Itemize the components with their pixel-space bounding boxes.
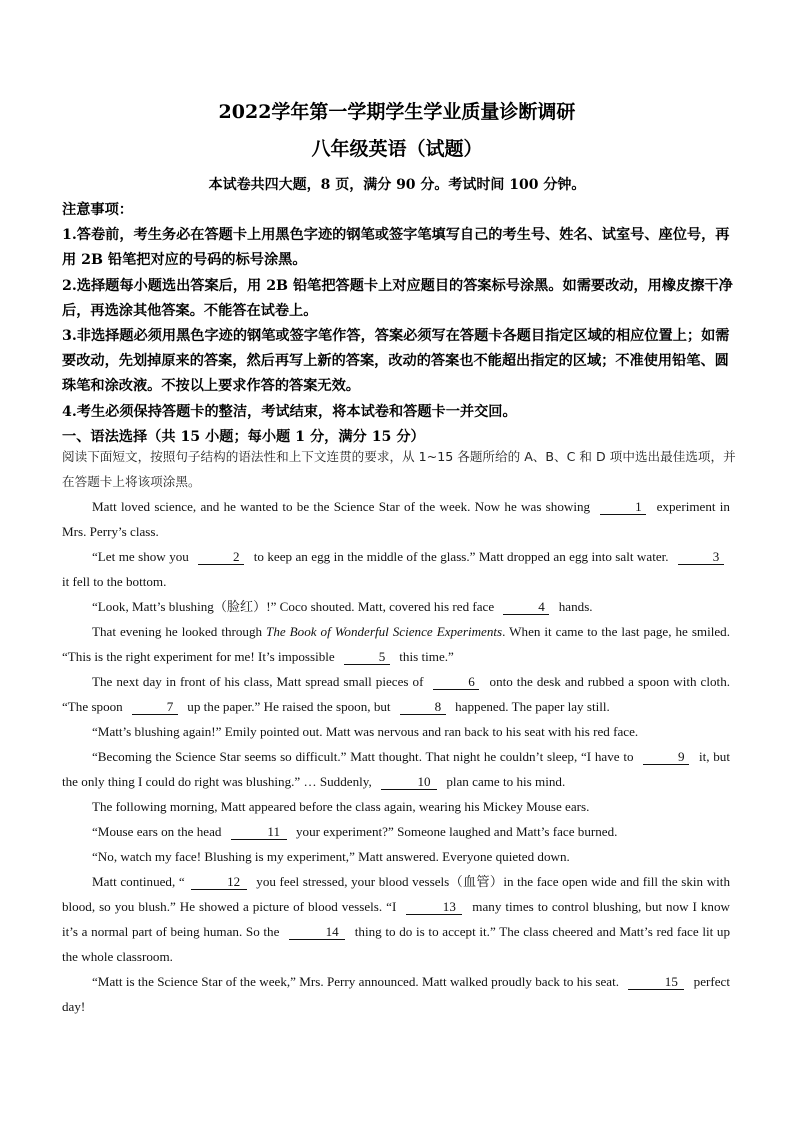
notes-heading: 注意事项： (62, 202, 133, 218)
answer-blank: 2 (198, 549, 244, 565)
note-item: 2.选择题每小题选出答案后，用 2B 铅笔把答题卡上对应题目的答案标号涂黑。如需要改动，用橡皮擦干净后，再选涂其他答案。不能答在试卷上。 (62, 277, 733, 319)
passage-paragraph: “Matt’s blushing again!” Emily pointed out. Matt was nervous and ran back to his seat with his red face. (92, 724, 639, 739)
answer-blank: 7 (132, 699, 178, 715)
answer-blank: 4 (503, 599, 549, 615)
answer-blank: 9 (643, 749, 689, 765)
section-instruction (62, 444, 738, 494)
passage-paragraph (62, 869, 730, 969)
passage-text: “Let me show you (92, 549, 189, 564)
answer-blank: 11 (231, 824, 287, 840)
answer-blank: 15 (628, 974, 684, 990)
instruction-text: 阅读下面短文，按照句子结构的语法性和上下文连贯的要求，从 1~15 各题所给的 A、B、C 和 D 项中选出最佳选项，并在答题卡上将该项涂黑。 (62, 449, 736, 489)
answer-blank: 13 (406, 899, 462, 915)
passage-text: “Look, Matt’s blushing（脸红）!” Coco shouted. Matt, covered his red face (92, 599, 495, 614)
passage-text: this time.” (399, 649, 454, 664)
passage-text: “Matt is the Science Star of the week,” Mrs. Perry announced. Matt walked proudly back to his seat. (92, 974, 619, 989)
passage-paragraph: The following morning, Matt appeared before the class again, wearing his Mickey Mouse ears. (92, 799, 590, 814)
passage-text: That evening he looked through (92, 624, 263, 639)
passage-text: to keep an egg in the middle of the glass.” Matt dropped an egg into salt water. (253, 549, 669, 564)
passage-text: it, but the only thing I could do right was blushing.” … Suddenly, (62, 749, 730, 789)
passage-text: onto the desk and rubbed a spoon with cloth. “The spoon (62, 674, 731, 714)
passage-text: plan came to his mind. (446, 774, 566, 789)
passage-paragraph (62, 819, 730, 844)
passage-text: it fell to the bottom. (62, 574, 167, 589)
passage-text: Matt continued, “ (92, 874, 185, 889)
answer-blank: 1 (600, 499, 646, 515)
passage-text: perfect day! (62, 974, 730, 1014)
passage-text: up the paper.” He raised the spoon, but (187, 699, 391, 714)
passage-text: hands. (558, 599, 593, 614)
passage-text: happened. The paper lay still. (455, 699, 610, 714)
passage-text: thing to do is to accept it.” The class cheered and Matt’s red face lit up the whole classroom. (62, 924, 731, 964)
reading-passage (62, 494, 730, 1019)
passage-text: “Mouse ears on the head (92, 824, 222, 839)
passage-paragraph (62, 544, 730, 594)
answer-blank: 8 (400, 699, 446, 715)
passage-text: many times to control blushing, but now I know it’s a normal part of being human. So the (62, 899, 730, 939)
answer-blank: 5 (344, 649, 390, 665)
passage-text: Matt loved science, and he wanted to be the Science Star of the week. Now he was showing (92, 499, 591, 514)
answer-blank: 10 (381, 774, 437, 790)
note-item: 1.答卷前，考生务必在答题卡上用黑色字迹的钢笔或签字笔填写自己的考生号、姓名、试室号、座位号，再用 2B 铅笔把对应的号码的标号涂黑。 (62, 227, 730, 269)
exam-title: 2022学年第一学期学生学业质量诊断调研 (218, 101, 576, 123)
note-item: 3.非选择题必须用黑色字迹的钢笔或签字笔作答，答案必须写在答题卡各题目指定区域的相应位置上；如需要改动，先划掉原来的答案，然后再写上新的答案，改动的答案也不能超出指定的区域；不准使用铅笔、圆珠笔和涂改液。不按以上要求作答的答案无效。 (62, 328, 730, 395)
passage-text: . When it came to the last page, he smiled. “This is the right experiment for me! It’s impossible (62, 624, 731, 664)
passage-text: you feel stressed, your blood vessels（血管）in the face open wide and fill the skin with blood, so you blush.” He showed a picture of blood vessels. “I (62, 874, 730, 914)
passage-paragraph (62, 594, 730, 619)
answer-blank: 6 (433, 674, 479, 690)
passage-text: The next day in front of his class, Matt spread small pieces of (92, 674, 424, 689)
passage-paragraph (62, 494, 730, 544)
passage-paragraph: “No, watch my face! Blushing is my experiment,” Matt answered. Everyone quieted down. (92, 849, 570, 864)
book-title: The Book of Wonderful Science Experiments (266, 624, 503, 639)
passage-paragraph (62, 744, 730, 794)
exam-subtitle: 八年级英语（试题） (311, 138, 483, 160)
passage-paragraph (62, 619, 730, 669)
answer-blank: 3 (678, 549, 724, 565)
section-heading: 一、语法选择（共 15 小题；每小题 1 分，满分 15 分） (62, 428, 425, 445)
notes-section (62, 198, 738, 450)
passage-text: experiment in Mrs. Perry’s class. (62, 499, 730, 539)
passage-paragraph (62, 669, 730, 719)
note-item: 4.考生必须保持答题卡的整洁，考试结束，将本试卷和答题卡一并交回。 (62, 403, 517, 420)
passage-paragraph (62, 969, 730, 1019)
passage-text: your experiment?” Someone laughed and Matt’s face burned. (296, 824, 618, 839)
passage-text: “Becoming the Science Star seems so difficult.” Matt thought. That night he couldn’t sleep, “I have to (92, 749, 634, 764)
exam-info: 本试卷共四大题，8 页，满分 90 分。考试时间 100 分钟。 (208, 177, 586, 193)
answer-blank: 12 (191, 874, 247, 890)
answer-blank: 14 (289, 924, 345, 940)
